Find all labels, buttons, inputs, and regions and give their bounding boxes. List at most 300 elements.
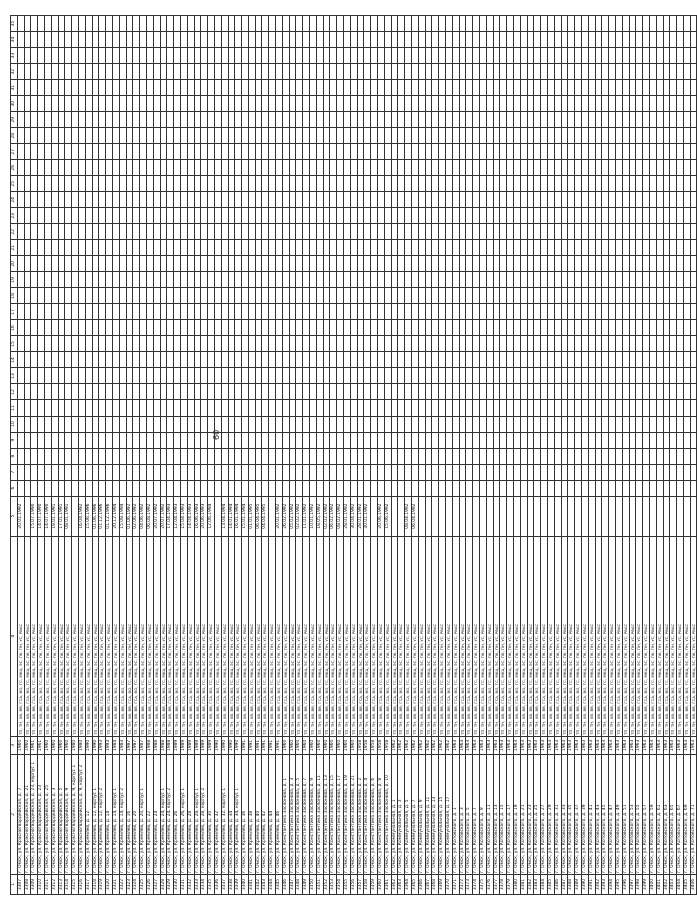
mark-cell — [344, 368, 351, 384]
mark-cell — [554, 32, 561, 48]
mark-cell — [473, 304, 480, 320]
mark-cell — [609, 416, 616, 432]
mark-cell — [180, 320, 187, 336]
mark-cell — [690, 480, 697, 496]
mark-cell — [418, 32, 425, 48]
mark-cell — [615, 160, 622, 176]
mark-cell — [221, 304, 228, 320]
mark-cell — [167, 96, 174, 112]
mark-cell — [581, 432, 588, 448]
mark-cell — [663, 128, 670, 144]
mark-cell — [670, 400, 677, 416]
mark-cell — [133, 224, 140, 240]
row-number-cell: 3384 — [541, 874, 548, 894]
table-row — [269, 16, 276, 895]
mark-cell — [622, 48, 629, 64]
mark-cell — [459, 128, 466, 144]
mark-cell — [38, 112, 45, 128]
year-cell: 1988 — [160, 736, 167, 754]
mark-cell — [208, 480, 215, 496]
mark-cell — [663, 272, 670, 288]
mark-cell — [282, 64, 289, 80]
utility-codes-cell: ТП, ТН, ХВ, ВВ, ГСА, ВО, ГС, МКЦ, ЭС, ПК, ПН, УС, РВАС — [296, 536, 303, 736]
mark-cell — [255, 16, 262, 32]
mark-cell — [378, 288, 385, 304]
mark-cell — [72, 144, 79, 160]
year-cell: 1987 — [133, 736, 140, 754]
mark-cell — [459, 240, 466, 256]
mark-cell — [276, 352, 283, 368]
mark-cell — [615, 16, 622, 32]
mark-cell — [486, 128, 493, 144]
mark-cell — [17, 272, 24, 288]
mark-cell — [581, 96, 588, 112]
mark-cell — [575, 16, 582, 32]
mark-cell — [588, 208, 595, 224]
row-number-cell: 3405 — [683, 874, 690, 894]
year-cell: 1984 — [112, 736, 119, 754]
mark-cell — [24, 320, 31, 336]
address-cell: г. Омск, ул. Котовского, д. 61 — [656, 754, 663, 874]
mark-cell — [357, 176, 364, 192]
mark-cell — [364, 384, 371, 400]
address-cell: г. Омск, ул. Кремлев, д. 36 — [242, 754, 249, 874]
mark-cell — [486, 448, 493, 464]
mark-cell — [92, 256, 99, 272]
mark-cell — [221, 272, 228, 288]
mark-cell — [112, 16, 119, 32]
mark-cell — [17, 240, 24, 256]
year-cell: 1963 — [473, 736, 480, 754]
mark-cell — [330, 368, 337, 384]
mark-cell — [588, 128, 595, 144]
mark-cell — [51, 192, 58, 208]
mark-cell — [310, 112, 317, 128]
mark-cell — [289, 256, 296, 272]
mark-cell — [262, 256, 269, 272]
mark-cell — [656, 64, 663, 80]
row-number-cell: 3355 — [344, 874, 351, 894]
mark-cell — [479, 144, 486, 160]
mark-cell — [615, 208, 622, 224]
mark-cell — [269, 48, 276, 64]
table-row — [378, 16, 385, 895]
mark-cell — [473, 96, 480, 112]
mark-cell — [337, 480, 344, 496]
mark-cell — [167, 368, 174, 384]
mark-cell — [588, 368, 595, 384]
mark-cell — [126, 176, 133, 192]
mark-cell — [212, 429, 221, 448]
mark-cell — [636, 384, 643, 400]
date-cell — [269, 496, 276, 536]
mark-cell — [479, 48, 486, 64]
mark-cell — [44, 384, 51, 400]
utility-codes-cell: ТП, ТН, ХВ, ВВ, ГСА, ВО, ГС, МКЦ, ЭС, ПК, ПН, УС, РВАС — [595, 536, 602, 736]
mark-cell — [276, 432, 283, 448]
mark-cell — [24, 16, 31, 32]
mark-cell — [262, 112, 269, 128]
mark-cell — [615, 96, 622, 112]
mark-cell — [439, 448, 446, 464]
mark-cell — [296, 240, 303, 256]
mark-cell — [38, 144, 45, 160]
mark-cell — [357, 416, 364, 432]
mark-cell — [201, 224, 208, 240]
year-cell: 1963 — [561, 736, 568, 754]
mark-cell — [44, 288, 51, 304]
mark-cell — [459, 464, 466, 480]
mark-cell — [534, 64, 541, 80]
mark-cell — [391, 16, 398, 32]
mark-cell — [554, 48, 561, 64]
mark-cell — [384, 432, 391, 448]
mark-cell — [649, 32, 656, 48]
mark-cell — [153, 208, 160, 224]
mark-cell — [208, 288, 215, 304]
mark-cell — [439, 208, 446, 224]
mark-cell — [432, 96, 439, 112]
mark-cell — [357, 448, 364, 464]
mark-cell — [615, 256, 622, 272]
mark-cell — [588, 336, 595, 352]
mark-cell — [350, 464, 357, 480]
mark-cell — [221, 464, 228, 480]
mark-cell — [99, 448, 106, 464]
mark-cell — [85, 272, 92, 288]
mark-cell — [350, 64, 357, 80]
mark-cell — [432, 80, 439, 96]
mark-cell — [677, 96, 684, 112]
mark-cell — [337, 304, 344, 320]
mark-cell — [568, 448, 575, 464]
mark-cell — [670, 368, 677, 384]
mark-cell — [425, 464, 432, 480]
mark-cell — [269, 464, 276, 480]
mark-cell — [24, 128, 31, 144]
mark-cell — [683, 80, 690, 96]
mark-cell — [513, 144, 520, 160]
mark-cell — [214, 368, 221, 384]
mark-cell — [636, 352, 643, 368]
mark-cell — [58, 240, 65, 256]
table-row — [554, 16, 561, 895]
mark-cell — [303, 96, 310, 112]
mark-cell — [65, 80, 72, 96]
mark-cell — [466, 96, 473, 112]
mark-cell — [568, 384, 575, 400]
mark-cell — [479, 80, 486, 96]
year-cell: 1960 — [337, 736, 344, 754]
mark-cell — [446, 144, 453, 160]
mark-cell — [432, 256, 439, 272]
mark-cell — [622, 144, 629, 160]
mark-cell — [330, 48, 337, 64]
mark-cell — [371, 416, 378, 432]
mark-cell — [561, 144, 568, 160]
mark-cell — [228, 304, 235, 320]
mark-cell — [615, 112, 622, 128]
mark-cell — [371, 224, 378, 240]
mark-cell — [174, 416, 181, 432]
mark-cell — [214, 240, 221, 256]
mark-cell — [242, 112, 249, 128]
mark-cell — [683, 240, 690, 256]
mark-cell — [500, 16, 507, 32]
mark-cell — [629, 384, 636, 400]
mark-cell — [507, 64, 514, 80]
mark-cell — [228, 352, 235, 368]
mark-cell — [683, 32, 690, 48]
row-number-cell: 3376 — [486, 874, 493, 894]
mark-cell — [459, 448, 466, 464]
mark-cell — [486, 48, 493, 64]
mark-cell — [44, 352, 51, 368]
mark-cell — [364, 432, 371, 448]
date-cell — [452, 496, 459, 536]
mark-cell — [656, 240, 663, 256]
mark-cell — [330, 176, 337, 192]
address-cell: г. Омск, ул. Котовского, д. 27 — [541, 754, 548, 874]
mark-cell — [486, 96, 493, 112]
mark-cell — [78, 336, 85, 352]
mark-cell — [541, 320, 548, 336]
mark-cell — [629, 368, 636, 384]
mark-cell — [500, 32, 507, 48]
year-cell: 1963 — [479, 736, 486, 754]
mark-cell — [160, 32, 167, 48]
mark-cell — [663, 256, 670, 272]
mark-cell — [296, 480, 303, 496]
mark-cell — [384, 448, 391, 464]
mark-cell — [609, 144, 616, 160]
mark-cell — [683, 448, 690, 464]
mark-cell — [344, 288, 351, 304]
mark-cell — [500, 176, 507, 192]
year-cell: 1960 — [44, 736, 51, 754]
mark-cell — [350, 80, 357, 96]
mark-cell — [588, 256, 595, 272]
mark-cell — [248, 256, 255, 272]
mark-cell — [690, 144, 697, 160]
mark-cell — [378, 240, 385, 256]
mark-cell — [330, 224, 337, 240]
mark-cell — [235, 16, 242, 32]
mark-cell — [357, 272, 364, 288]
mark-cell — [595, 416, 602, 432]
mark-cell — [214, 480, 221, 496]
utility-codes-cell: ТП, ТН, ХВ, ВВ, ГСА, ВО, ГС, МКЦ, ЭС, ПК, ПН, УС, РВАС — [194, 536, 201, 736]
mark-cell — [384, 80, 391, 96]
mark-cell — [683, 48, 690, 64]
mark-cell — [194, 208, 201, 224]
mark-cell — [588, 144, 595, 160]
mark-cell — [391, 432, 398, 448]
mark-cell — [316, 48, 323, 64]
address-cell: г. Омск, ул. Коммунальная, д. 9 — [418, 754, 425, 874]
utility-codes-cell: ТП, ТН, ХВ, ВВ, ГСА, ВО, ГС, МКЦ, ЭС, ПК, ПН, УС, РВАС — [65, 536, 72, 736]
mark-cell — [391, 384, 398, 400]
utility-codes-cell: ТП, ТН, ХВ, ВВ, ГСА, ВО, ГС, МКЦ, ЭС, ПК, ПН, УС, РВАС — [38, 536, 45, 736]
mark-cell — [106, 208, 113, 224]
mark-cell — [174, 336, 181, 352]
mark-cell — [670, 144, 677, 160]
mark-cell — [446, 160, 453, 176]
mark-cell — [479, 240, 486, 256]
mark-cell — [180, 368, 187, 384]
mark-cell — [167, 400, 174, 416]
row-number-cell: 3343 — [262, 874, 269, 894]
mark-cell — [160, 240, 167, 256]
mark-cell — [153, 480, 160, 496]
mark-cell — [622, 304, 629, 320]
mark-cell — [146, 464, 153, 480]
utility-codes-cell: ТП, ТН, ХВ, ВВ, ГСА, ВО, ГС, МКЦ, ЭС, ПК, ПН, УС, РВАС — [255, 536, 262, 736]
mark-cell — [344, 192, 351, 208]
address-cell: г. Омск, ул. Константина Заслонова, д. 17 — [337, 754, 344, 874]
mark-cell — [520, 96, 527, 112]
mark-cell — [92, 320, 99, 336]
row-number-cell: 3398 — [636, 874, 643, 894]
mark-cell — [323, 144, 330, 160]
mark-cell — [337, 352, 344, 368]
table-row — [323, 16, 330, 895]
mark-cell — [575, 352, 582, 368]
mark-cell — [527, 80, 534, 96]
column-header: 28 — [11, 128, 18, 144]
address-cell: г. Омск, ул. Котовского, д. 21 — [520, 754, 527, 874]
mark-cell — [221, 208, 228, 224]
address-cell: г. Омск, ул. Котовского, д. 41 — [588, 754, 595, 874]
mark-cell — [262, 480, 269, 496]
mark-cell — [418, 272, 425, 288]
mark-cell — [65, 336, 72, 352]
mark-cell — [425, 144, 432, 160]
mark-cell — [520, 240, 527, 256]
mark-cell — [622, 256, 629, 272]
mark-cell — [350, 160, 357, 176]
mark-cell — [446, 96, 453, 112]
mark-cell — [65, 208, 72, 224]
mark-cell — [690, 208, 697, 224]
mark-cell — [486, 160, 493, 176]
year-cell: 1991 — [262, 736, 269, 754]
mark-cell — [615, 368, 622, 384]
mark-cell — [119, 64, 126, 80]
mark-cell — [17, 32, 24, 48]
mark-cell — [649, 352, 656, 368]
mark-cell — [194, 304, 201, 320]
mark-cell — [507, 480, 514, 496]
mark-cell — [194, 256, 201, 272]
mark-cell — [78, 224, 85, 240]
utility-codes-cell: ТП, ТН, ХВ, ВВ, ГСА, ВО, ГС, МКЦ, ЭС, ПК, ПН, УС, РВАС — [683, 536, 690, 736]
mark-cell — [106, 240, 113, 256]
mark-cell — [690, 80, 697, 96]
mark-cell — [486, 112, 493, 128]
mark-cell — [609, 336, 616, 352]
mark-cell — [174, 400, 181, 416]
mark-cell — [643, 432, 650, 448]
mark-cell — [187, 336, 194, 352]
mark-cell — [38, 16, 45, 32]
mark-cell — [500, 96, 507, 112]
mark-cell — [466, 384, 473, 400]
mark-cell — [44, 272, 51, 288]
year-cell: 1963 — [622, 736, 629, 754]
mark-cell — [405, 160, 412, 176]
year-cell: 1991 — [248, 736, 255, 754]
mark-cell — [636, 16, 643, 32]
mark-cell — [690, 288, 697, 304]
mark-cell — [446, 320, 453, 336]
mark-cell — [194, 160, 201, 176]
mark-cell — [493, 64, 500, 80]
mark-cell — [398, 304, 405, 320]
mark-cell — [153, 368, 160, 384]
mark-cell — [126, 400, 133, 416]
mark-cell — [310, 160, 317, 176]
address-cell: г. Омск, ул. Константина Заслонова, д. 8 — [378, 754, 385, 874]
mark-cell — [534, 304, 541, 320]
mark-cell — [228, 192, 235, 208]
mark-cell — [507, 224, 514, 240]
mark-cell — [391, 192, 398, 208]
mark-cell — [670, 336, 677, 352]
address-cell: г. Омск, ул. Котовского, д. 23 — [527, 754, 534, 874]
mark-cell — [439, 288, 446, 304]
mark-cell — [208, 240, 215, 256]
mark-cell — [439, 64, 446, 80]
mark-cell — [146, 320, 153, 336]
utility-codes-cell: ТП, ТН, ХВ, ВВ, ГСА, ВО, ГС, МКЦ, ЭС, ПК, ПН, УС, РВАС — [384, 536, 391, 736]
mark-cell — [78, 400, 85, 416]
mark-cell — [683, 256, 690, 272]
mark-cell — [588, 432, 595, 448]
mark-cell — [235, 144, 242, 160]
mark-cell — [65, 304, 72, 320]
mark-cell — [167, 416, 174, 432]
mark-cell — [446, 32, 453, 48]
mark-cell — [99, 480, 106, 496]
mark-cell — [547, 208, 554, 224]
mark-cell — [534, 240, 541, 256]
table-row — [133, 16, 140, 895]
mark-cell — [269, 224, 276, 240]
mark-cell — [459, 432, 466, 448]
mark-cell — [289, 192, 296, 208]
date-cell — [588, 496, 595, 536]
row-number-cell: 3403 — [670, 874, 677, 894]
mark-cell — [513, 208, 520, 224]
mark-cell — [31, 128, 38, 144]
mark-cell — [92, 352, 99, 368]
mark-cell — [282, 336, 289, 352]
mark-cell — [493, 288, 500, 304]
mark-cell — [649, 208, 656, 224]
address-cell: г. Омск, ул. Котовского, д. 55 — [636, 754, 643, 874]
mark-cell — [194, 272, 201, 288]
utility-codes-cell: ТП, ТН, ХВ, ВВ, ГСА, ВО, ГС, МКЦ, ЭС, ПК, ПН, УС, РВАС — [44, 536, 51, 736]
mark-cell — [337, 160, 344, 176]
mark-cell — [38, 336, 45, 352]
mark-cell — [670, 112, 677, 128]
date-cell — [656, 496, 663, 536]
mark-cell — [364, 192, 371, 208]
mark-cell — [636, 64, 643, 80]
row-number-cell: 3389 — [575, 874, 582, 894]
mark-cell — [126, 240, 133, 256]
